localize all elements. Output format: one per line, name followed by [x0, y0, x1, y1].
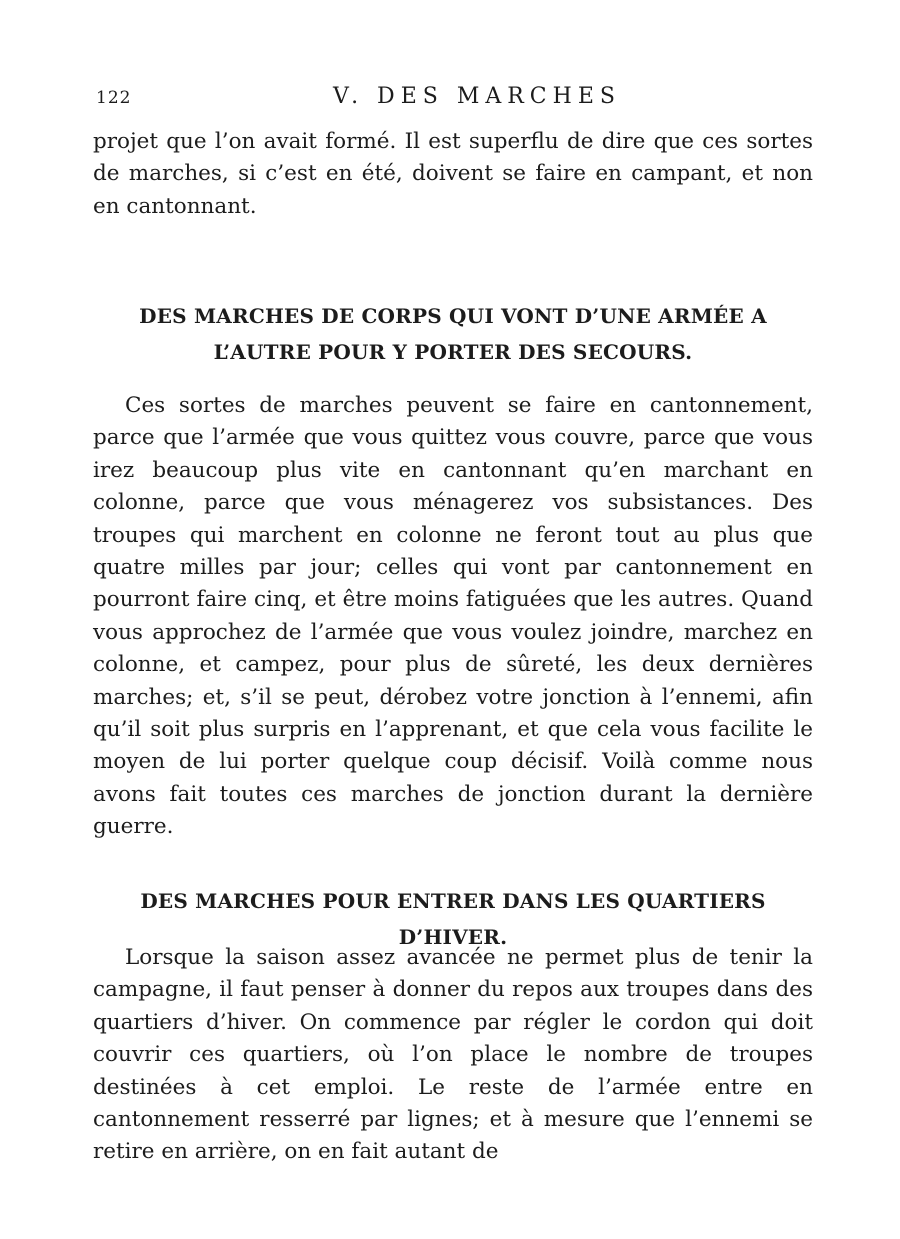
continued-paragraph: projet que l’on avait formé. Il est superflu de dire que ces sortes de marches, si c’est en été, doivent se faire en campant, et non en cantonnant.: [93, 129, 813, 219]
section-paragraph-secours: Ces sortes de marches peuvent se faire en cantonnement, parce que l’armée que vous quittez vous couvre, parce que vous irez beaucoup plus vite en cantonnant qu’en marchant en colonne, parce que vous ménagerez vos subsistances. Des troupes qui marchent en colonne ne feront tout au plus que quatre milles par jour; celles qui vont par cantonnement en pourront faire cinq, et être moins fatiguées que les autres. Quand vous approchez de l’armée que vous voulez joindre, marchez en colonne, et campez, pour plus de sûreté, les deux dernières marches; et, s’il se peut, dérobez votre jonction à l’ennemi, afin qu’il soit plus surpris en l’apprenant, et que cela vous facilite le moyen de lui porter quelque coup décisif. Voilà comme nous avons fait toutes ces marches de jonction durant la dernière guerre.: [93, 393, 813, 840]
running-head: [96, 84, 808, 114]
section-heading-secours: DES MARCHES DE CORPS QUI VONT D’UNE ARMÉE A L’AUTRE POUR Y PORTER DES SECOURS.: [139, 304, 767, 364]
running-title: V. DES MARCHES: [333, 84, 621, 109]
section-heading-hiver: DES MARCHES POUR ENTRER DANS LES QUARTIERS D’HIVER.: [140, 889, 766, 949]
section-paragraph-hiver: Lorsque la saison assez avancée ne permet plus de tenir la campagne, il faut penser à donner du repos aux troupes dans des quartiers d’hiver. On commence par régler le cordon qui doit couvrir ces quartiers, où l’on place le nombre de troupes destinées à cet emploi. Le reste de l’armée entre en cantonnement resserré par lignes; et à mesure que l’ennemi se retire en arrière, on en fait autant de: [93, 945, 813, 1165]
page-number: 122: [96, 88, 132, 108]
